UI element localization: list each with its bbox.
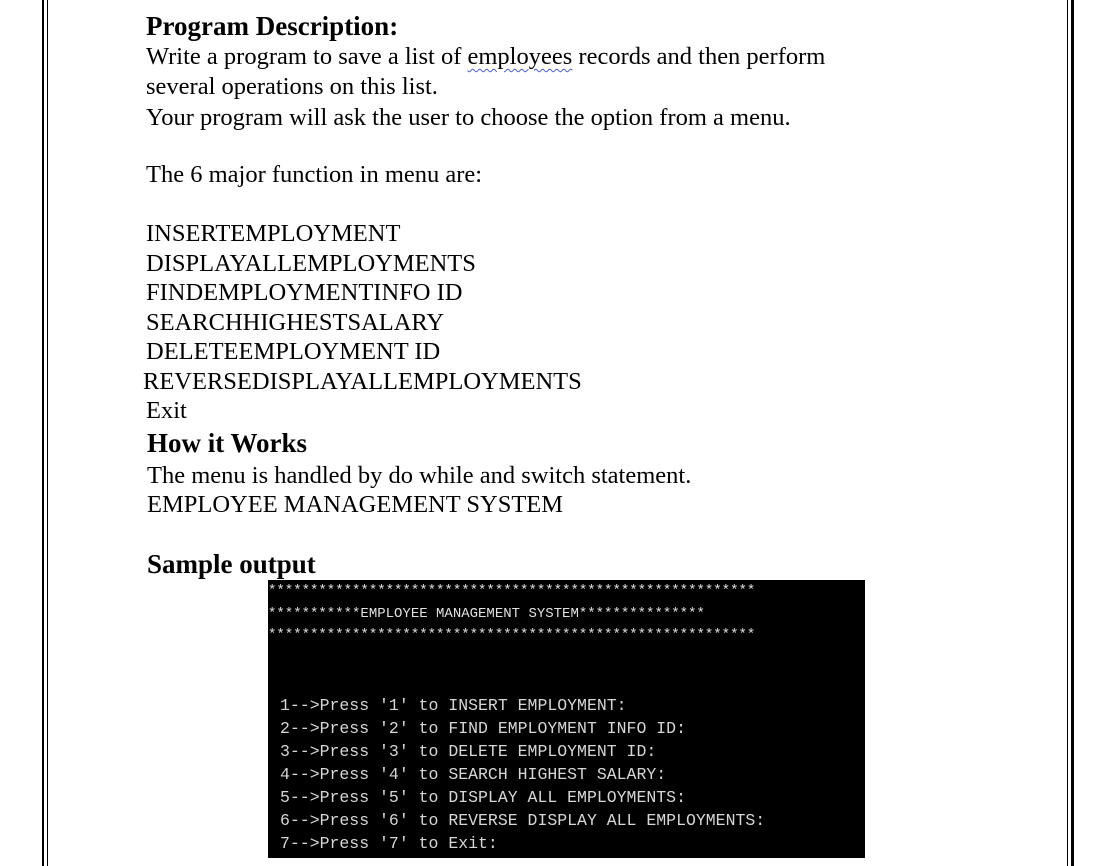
console-menu-line: 5-->Press '5' to DISPLAY ALL EMPLOYMENTS: [280, 788, 686, 807]
description-line-1 [146, 45, 825, 70]
page-border-left-inner [47, 0, 48, 866]
function-item: Exit [146, 397, 187, 424]
program-description-heading: Program Description: [146, 11, 399, 41]
how-it-works-heading: How it Works [147, 428, 308, 458]
page-border-right-outer [1071, 0, 1074, 866]
console-menu-line: 4-->Press '4' to SEARCH HIGHEST SALARY: [280, 765, 667, 784]
sample-output-heading: Sample output [147, 549, 316, 579]
console-star-line-top: ********************************************************** [268, 583, 756, 599]
console-screenshot [268, 580, 865, 858]
console-menu-line: 3-->Press '3' to DELETE EMPLOYMENT ID: [280, 742, 657, 761]
description-line-1-end: records and then perform [572, 43, 826, 70]
console-menu-line: 2-->Press '2' to FIND EMPLOYMENT INFO ID: [280, 719, 686, 738]
description-line-1-start: Write a program to save a list of [146, 43, 468, 70]
function-item: REVERSEDISPLAYALLEMPLOYMENTS [143, 368, 582, 395]
function-item: FINDEMPLOYMENTINFO ID [146, 279, 463, 306]
console-menu-line: 7-->Press '7' to Exit: [280, 834, 498, 853]
menu-intro: The 6 major function in menu are: [146, 161, 483, 188]
how-it-works-line-2: EMPLOYEE MANAGEMENT SYSTEM [147, 491, 564, 518]
console-title-line: ***********EMPLOYEE MANAGEMENT SYSTEM*************** [268, 606, 705, 622]
spellcheck-flagged-word[interactable]: employees [467, 43, 573, 70]
description-line-2: several operations on this list. [146, 73, 438, 100]
page-border-left-outer [42, 0, 44, 866]
console-menu-line: 1-->Press '1' to INSERT EMPLOYMENT: [280, 696, 627, 715]
page-border-right-inner [1067, 0, 1068, 866]
function-item: DISPLAYALLEMPLOYMENTS [146, 250, 476, 277]
description-line-3: Your program will ask the user to choose the option from a menu. [146, 104, 791, 131]
function-item: INSERTEMPLOYMENT [146, 220, 401, 247]
function-item: SEARCHHIGHESTSALARY [146, 309, 445, 336]
function-item: DELETEEMPLOYMENT ID [146, 338, 441, 365]
how-it-works-line-1: The menu is handled by do while and switch statement. [147, 462, 692, 489]
console-star-line-bottom: ********************************************************** [268, 627, 756, 643]
console-menu-line: 6-->Press '6' to REVERSE DISPLAY ALL EMPLOYMENTS: [280, 811, 766, 830]
